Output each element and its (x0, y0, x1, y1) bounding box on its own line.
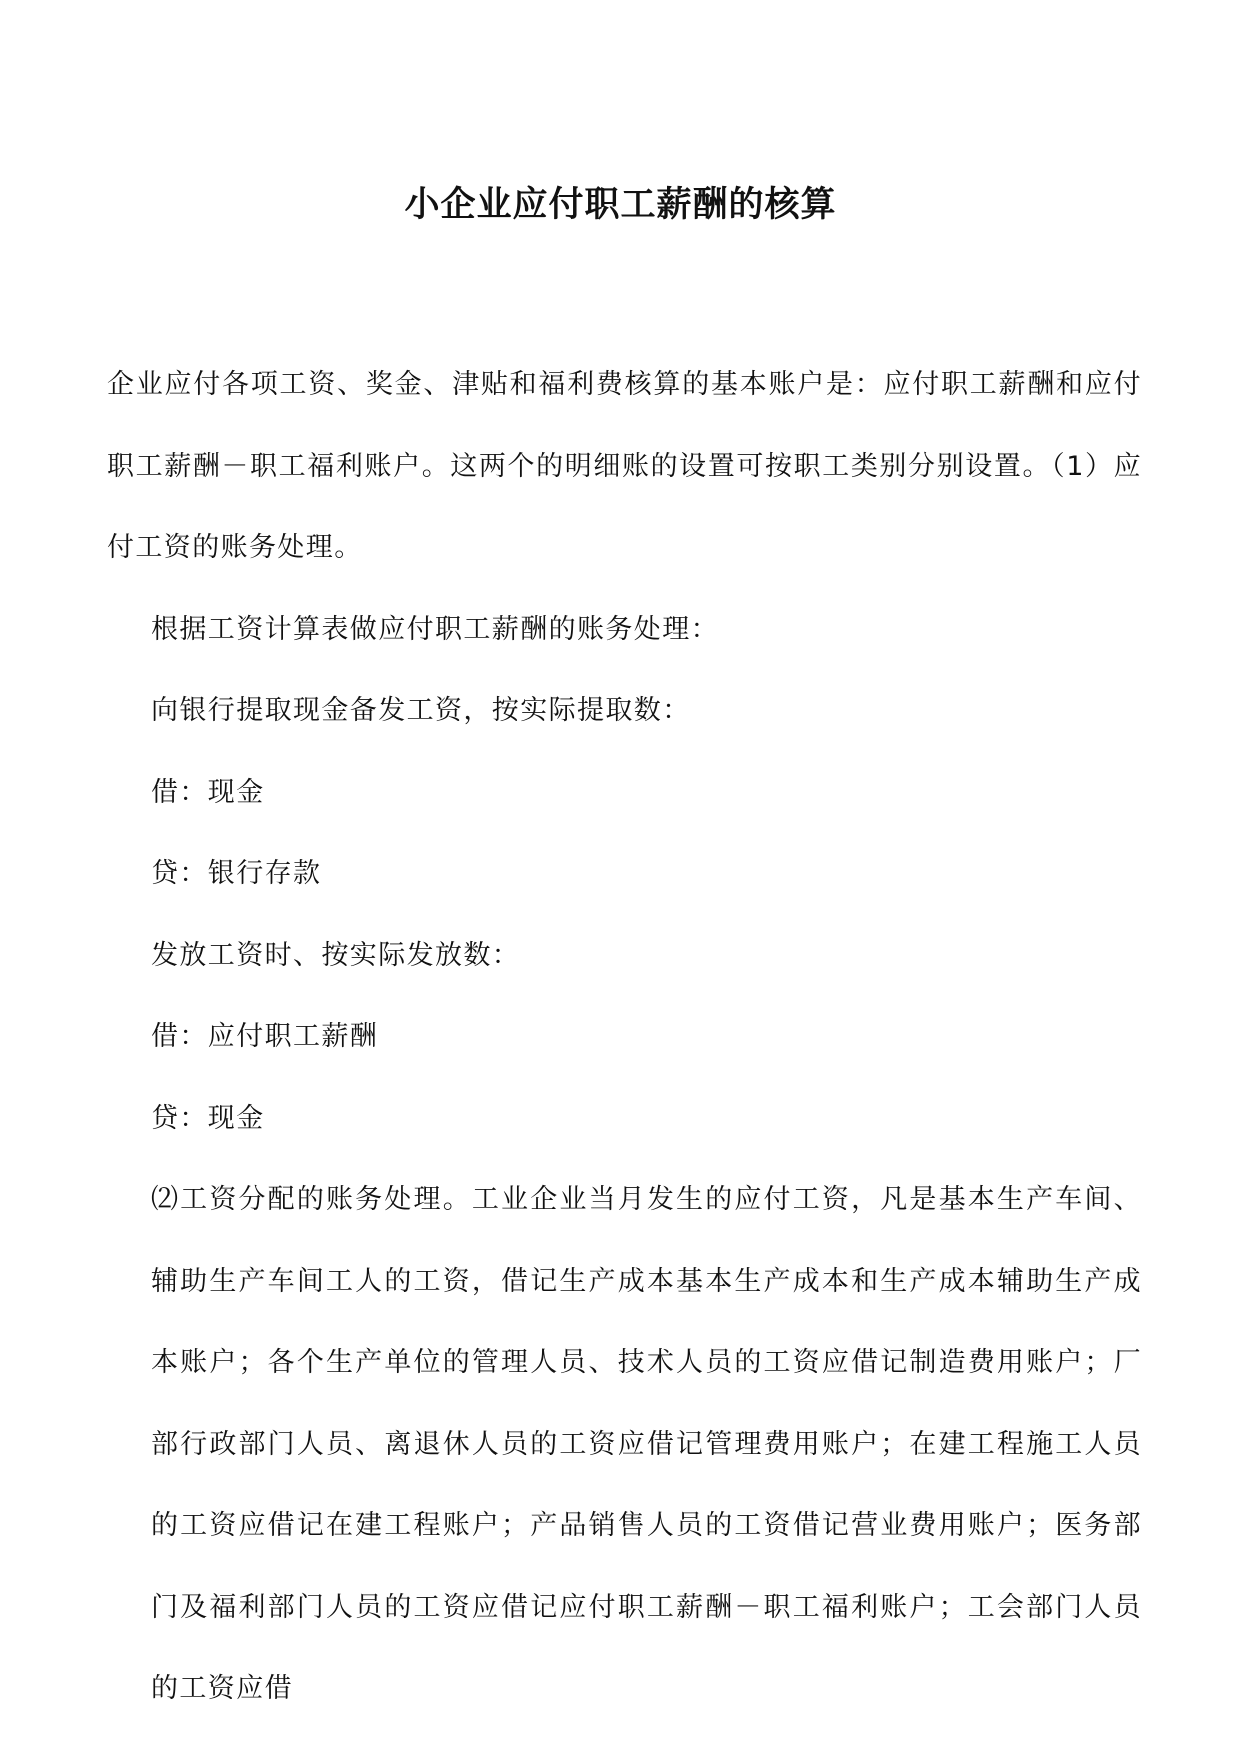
paragraph-pay-wages: 发放工资时、按实际发放数： (151, 939, 521, 971)
entry-debit-payroll: 借：应付职工薪酬 (151, 1021, 379, 1052)
entry-credit-cash: 贷：现金 (151, 1102, 265, 1134)
document-title: 小企业应付职工薪酬的核算 (404, 184, 837, 226)
entry-credit-bank-deposit: 贷：银行存款 (151, 858, 322, 889)
document-body (107, 344, 1142, 1730)
entry-debit-cash: 借：现金 (151, 776, 265, 808)
paragraph-withdraw-cash: 向银行提取现金备发工资，按实际提取数： (151, 695, 691, 726)
paragraph-wage-allocation: ⑵工资分配的账务处理。工业企业当月发生的应付工资，凡是基本生产车间、辅助生产车间工人的工资，借记生产成本基本生产成本和生产成本辅助生产成本账户；各个生产单位的管理人员、技术人员的工资应借记制造费用账户；厂部行政部门人员、离退休人员的工资应借记管理费用账户；在建工程施工人员的工资应借记在建工程账户；产品销售人员的工资借记营业费用账户；医务部门及福利部门人员的工资应借记应付职工薪酬－职工福利账户；工会部门人员的工资应借 (151, 1184, 1142, 1704)
paragraph-wage-calc: 根据工资计算表做应付职工薪酬的账务处理： (151, 613, 719, 645)
paragraph-intro: 企业应付各项工资、奖金、津贴和福利费核算的基本账户是：应付职工薪酬和应付职工薪酬－职工福利账户。这两个的明细账的设置可按职工类别分别设置。（1）应付工资的账务处理。 (107, 369, 1142, 563)
